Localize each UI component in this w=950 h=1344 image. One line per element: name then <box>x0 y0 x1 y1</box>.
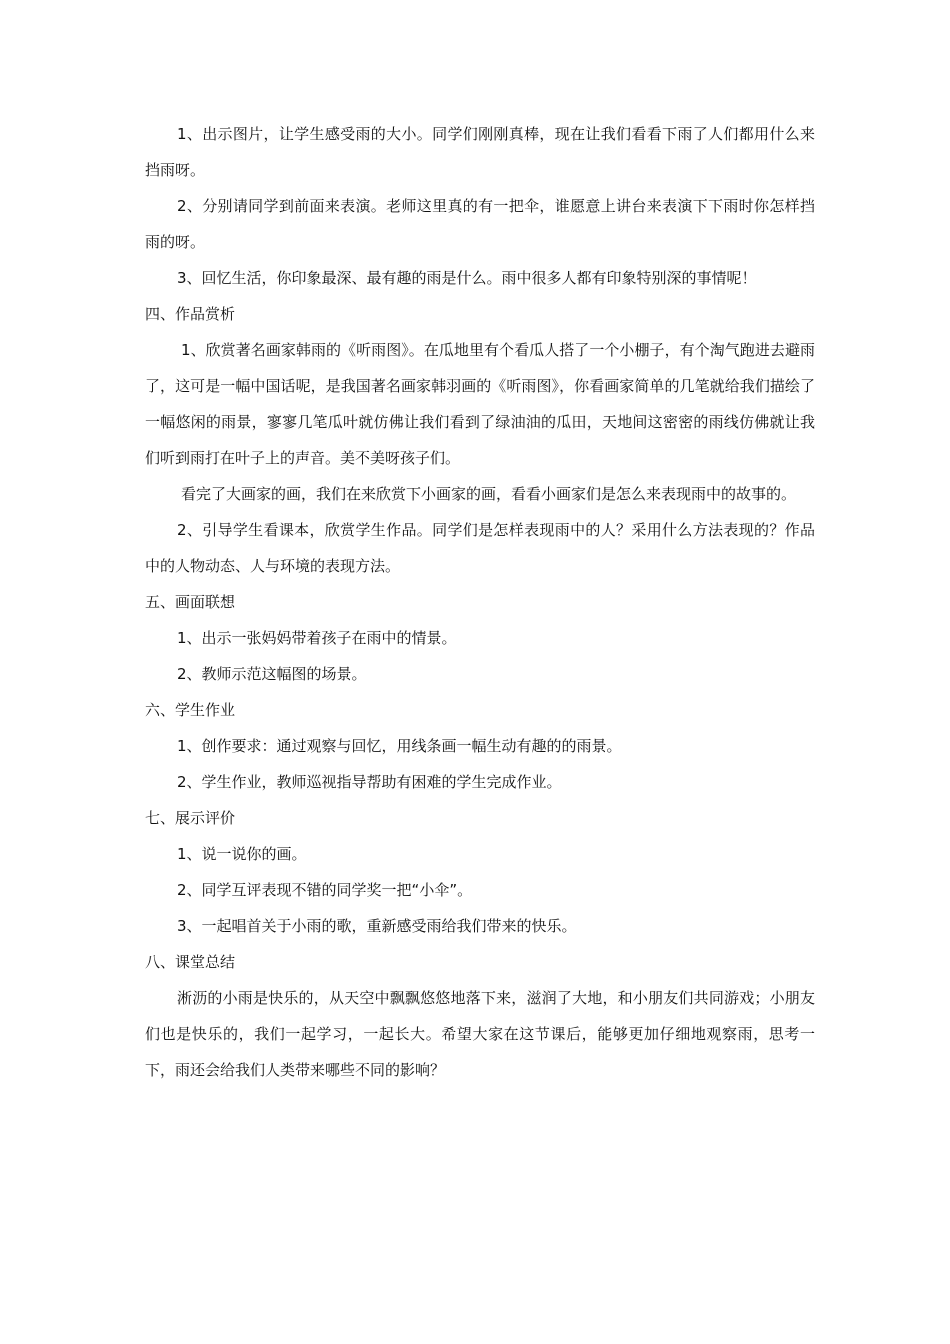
paragraph-appreciation-2: 2、引导学生看课本，欣赏学生作品。同学们是怎样表现雨中的人？采用什么方法表现的？作品中的人物动态、人与环境的表现方法。 <box>145 521 815 575</box>
paragraph-appreciation-transition: 看完了大画家的画，我们在来欣赏下小画家的画，看看小画家们是怎么来表现雨中的故事的。 <box>181 485 797 503</box>
section-heading-8: 八、课堂总结 <box>145 953 236 971</box>
section-heading-6: 六、学生作业 <box>145 701 236 719</box>
section-heading-7: 七、展示评价 <box>145 809 236 827</box>
paragraph-homework-1: 1、创作要求：通过观察与回忆，用线条画一幅生动有趣的的雨景。 <box>177 737 622 755</box>
paragraph-association-1: 1、出示一张妈妈带着孩子在雨中的情景。 <box>177 629 457 647</box>
section-heading-5: 五、画面联想 <box>145 593 236 611</box>
paragraph-appreciation-1: 1、欣赏著名画家韩雨的《听雨图》。在瓜地里有个看瓜人搭了一个小棚子，有个淘气跑进去避雨了，这可是一幅中国话呢，是我国著名画家韩羽画的《听雨图》，你看画家简单的几笔就给我们描绘了一幅悠闲的雨景，寥寥几笔瓜叶就仿佛让我们看到了绿油油的瓜田，天地间这密密的雨线仿佛就让我们听到雨打在叶子上的声音。美不美呀孩子们。 <box>145 341 815 467</box>
paragraph-evaluation-3: 3、一起唱首关于小雨的歌，重新感受雨给我们带来的快乐。 <box>177 917 577 935</box>
paragraph-summary: 淅沥的小雨是快乐的，从天空中飘飘悠悠地落下来，滋润了大地，和小朋友们共同游戏；小朋友们也是快乐的，我们一起学习，一起长大。希望大家在这节课后，能够更加仔细地观察雨，思考一下，雨还会给我们人类带来哪些不同的影响？ <box>145 989 815 1079</box>
document-body <box>145 116 815 1088</box>
paragraph-evaluation-2: 2、同学互评表现不错的同学奖一把“小伞”。 <box>177 881 473 899</box>
paragraph-evaluation-1: 1、说一说你的画。 <box>177 845 307 863</box>
paragraph-homework-2: 2、学生作业，教师巡视指导帮助有困难的学生完成作业。 <box>177 773 562 791</box>
paragraph-item-1: 1、出示图片，让学生感受雨的大小。同学们刚刚真棒，现在让我们看看下雨了人们都用什么来挡雨呀。 <box>145 125 815 179</box>
paragraph-item-3: 3、回忆生活，你印象最深、最有趣的雨是什么。雨中很多人都有印象特别深的事情呢！ <box>177 269 757 287</box>
section-heading-4: 四、作品赏析 <box>145 305 236 323</box>
paragraph-item-2: 2、分别请同学到前面来表演。老师这里真的有一把伞，谁愿意上讲台来表演下下雨时你怎样挡雨的呀。 <box>145 197 815 251</box>
paragraph-association-2: 2、教师示范这幅图的场景。 <box>177 665 367 683</box>
